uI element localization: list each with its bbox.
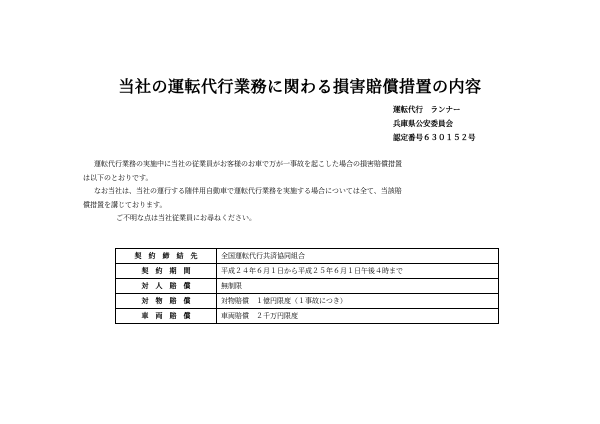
row-value: 全国運転代行共済協同組合 [217, 249, 499, 264]
table-row [116, 264, 499, 279]
paragraph-1-line-1: 運転代行業務の実施中に当社の従業員がお客様のお車で万が一事故を起こした場合の損害賠償措置 [94, 160, 402, 168]
paragraph-2-line-1: なお当社は、当社の運行する随伴用自動車で運転代行業務を実施する場合については全て、当該賠 [94, 187, 402, 195]
paragraph-1-line-2: は以下のとおりです。 [83, 173, 153, 182]
row-label: 対 物 賠 償 [116, 294, 217, 309]
company-name: 運転代行 ランナー [393, 105, 461, 114]
row-value: 対物賠償 １億円限度（１事故につき） [217, 294, 499, 309]
license-number: 認定番号６３０１５２号 [393, 133, 476, 142]
document-title: 当社の運転代行業務に関わる損害賠償措置の内容 [118, 77, 482, 96]
paragraph-2-line-2: 償措置を講じております。 [83, 200, 167, 209]
row-value: 車両賠償 ２千万円限度 [217, 309, 499, 324]
table-row [116, 249, 499, 264]
sender-block [393, 103, 476, 145]
table-row [116, 294, 499, 309]
paragraph-3: ご不明な点は当社従業員にお尋ねください。 [116, 214, 256, 222]
row-value: 無制限 [217, 279, 499, 294]
commission-name: 兵庫県公安委員会 [393, 119, 453, 128]
body-text [83, 158, 523, 226]
row-label: 車 両 賠 償 [116, 309, 217, 324]
table-row [116, 309, 499, 324]
table-row [116, 279, 499, 294]
row-value: 平成２４年６月１日から平成２５年６月１日午後４時まで [217, 264, 499, 279]
insurance-table [115, 248, 499, 324]
row-label: 契 約 締 結 先 [116, 249, 217, 264]
row-label: 対 人 賠 償 [116, 279, 217, 294]
row-label: 契 約 期 間 [116, 264, 217, 279]
